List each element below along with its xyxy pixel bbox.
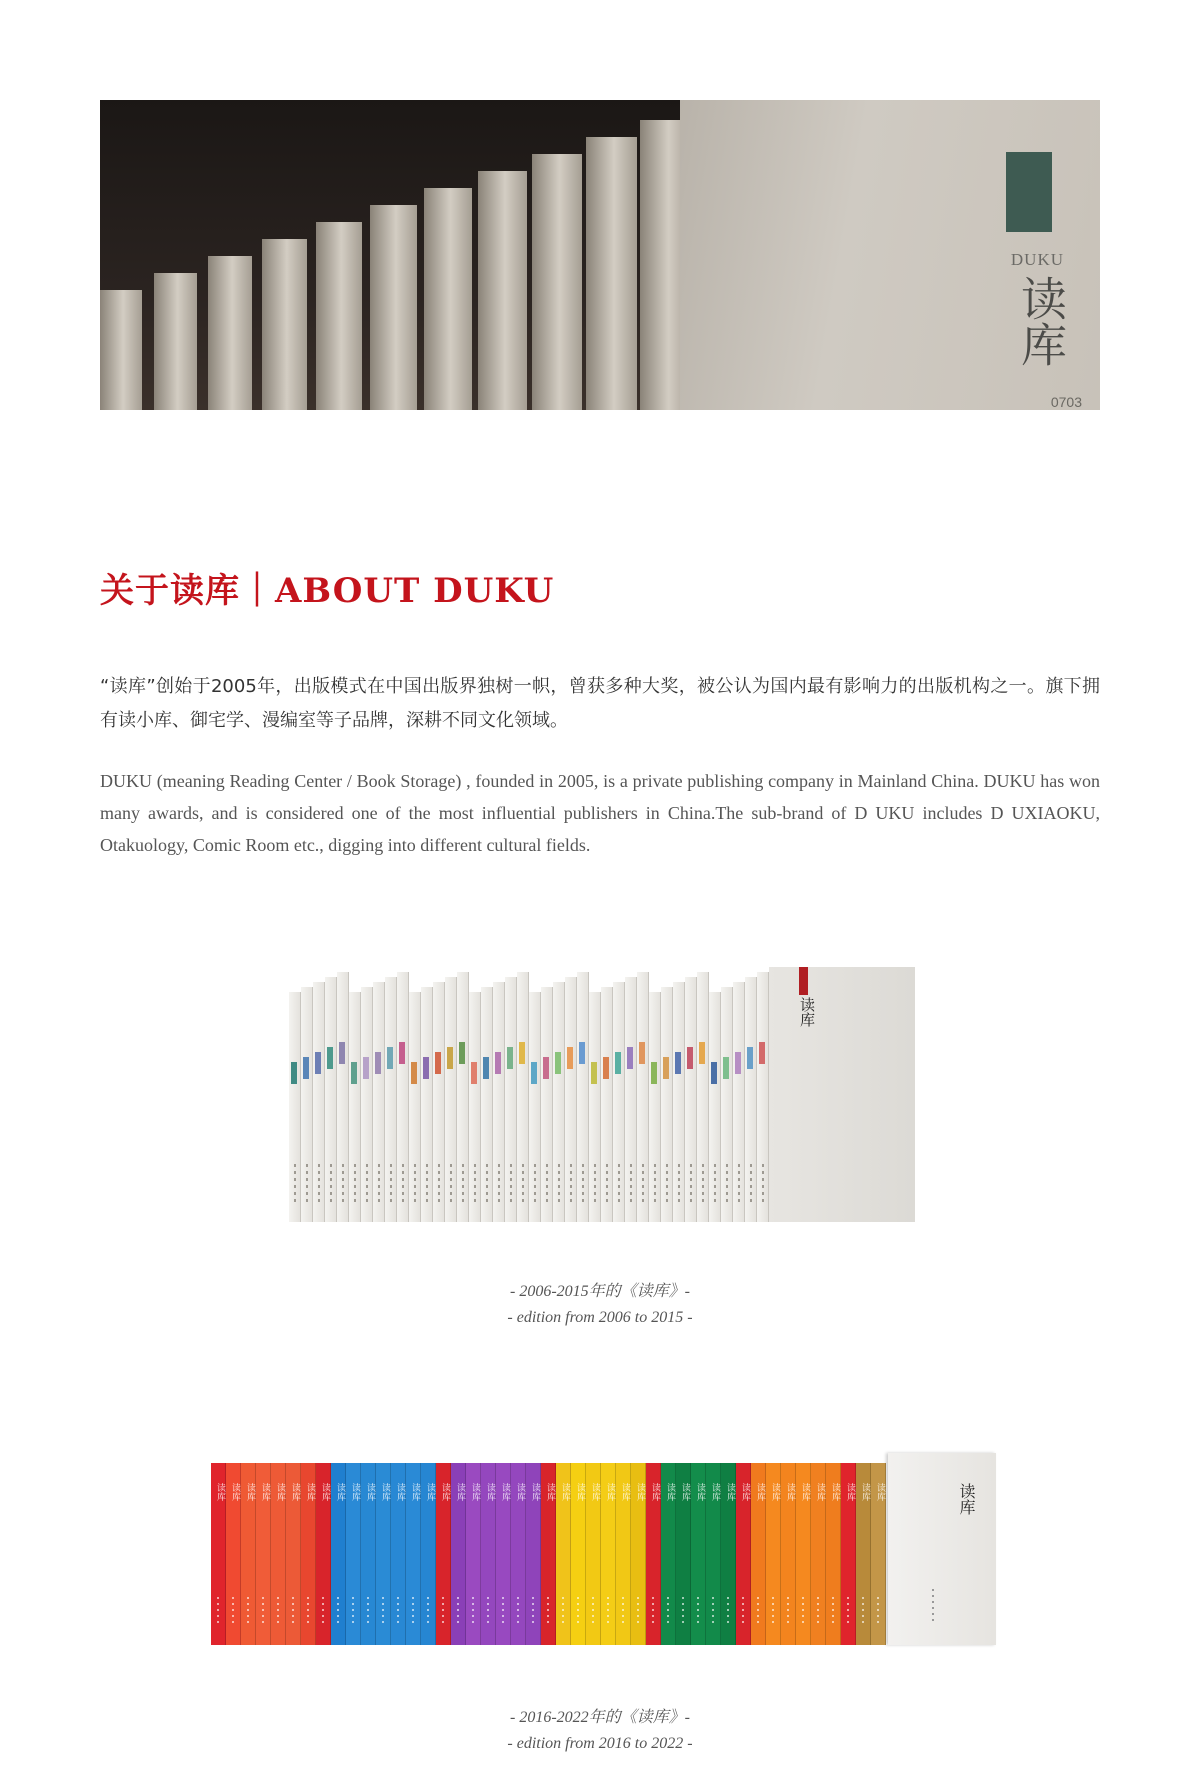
shelf1-book-spine xyxy=(601,987,613,1222)
spine-color-mark xyxy=(435,1052,441,1074)
spine-label: 读库 xyxy=(230,1483,240,1501)
spine-dots xyxy=(547,1597,549,1627)
shelf1-book-spine xyxy=(697,972,709,1222)
spine-label: 读库 xyxy=(470,1483,480,1501)
shelf1-book-spine xyxy=(421,987,433,1222)
spine-color-mark xyxy=(531,1062,537,1084)
shelf2-book-spine xyxy=(271,1463,286,1645)
shelf2-book-spine xyxy=(796,1463,811,1645)
spine-dots xyxy=(862,1597,864,1627)
spine-color-mark xyxy=(423,1057,429,1079)
spine-color-mark xyxy=(675,1052,681,1074)
spine-dots xyxy=(462,1164,464,1204)
caption-2-en: - edition from 2016 to 2022 - xyxy=(507,1735,693,1752)
shelf2-book-spine xyxy=(841,1463,856,1645)
spine-dots xyxy=(352,1597,354,1627)
shelf1-book-spine xyxy=(397,972,409,1222)
shelf1-book-spine xyxy=(685,977,697,1222)
shelf2-book-spine xyxy=(616,1463,631,1645)
spine-label: 读库 xyxy=(380,1483,390,1501)
shelf2-book-spine xyxy=(421,1463,436,1645)
spine-dots xyxy=(390,1164,392,1204)
spine-dots xyxy=(342,1164,344,1204)
spine-label: 读库 xyxy=(785,1483,795,1501)
shelf1-book-spine xyxy=(349,992,361,1222)
spine-color-mark xyxy=(747,1047,753,1069)
spine-label: 读库 xyxy=(620,1483,630,1501)
shelf1-book-spine xyxy=(613,982,625,1222)
shelf1-book-spine xyxy=(493,982,505,1222)
spine-dots xyxy=(438,1164,440,1204)
spine-dots xyxy=(570,1164,572,1204)
shelf1-book-spine xyxy=(385,977,397,1222)
spine-dots xyxy=(787,1597,789,1627)
spine-color-mark xyxy=(723,1057,729,1079)
shelf2-book-spine xyxy=(526,1463,541,1645)
spine-dots xyxy=(637,1597,639,1627)
spine-dots xyxy=(232,1597,234,1627)
book-spine xyxy=(100,290,142,410)
spine-dots xyxy=(562,1597,564,1627)
shelf2-book-spine xyxy=(646,1463,661,1645)
spine-label: 读库 xyxy=(725,1483,735,1501)
spine-label: 读库 xyxy=(710,1483,720,1501)
spine-label: 读库 xyxy=(575,1483,585,1501)
spine-dots xyxy=(682,1597,684,1627)
shelf2-book-spine xyxy=(661,1463,676,1645)
spine-label: 读库 xyxy=(635,1483,645,1501)
shelf1-book-spine xyxy=(721,987,733,1222)
spine-dots xyxy=(738,1164,740,1204)
spine-label: 读库 xyxy=(365,1483,375,1501)
cover-label-block xyxy=(1006,152,1052,232)
spine-color-mark xyxy=(483,1057,489,1079)
spine-dots xyxy=(667,1597,669,1627)
intro-chinese: “读库”创始于2005年，出版模式在中国出版界独树一帜，曾获多种大奖，被公认为国内最有影响力的出版机构之一。旗下拥有读小库、御宅学、漫编室等子品牌，深耕不同文化领域。 xyxy=(100,676,1100,731)
spine-dots xyxy=(582,1164,584,1204)
shelf2-book-spine xyxy=(481,1463,496,1645)
shelf1-book-spine xyxy=(373,982,385,1222)
shelf1-book-spine xyxy=(649,992,661,1222)
spine-dots xyxy=(702,1164,704,1204)
shelf1-book-spine xyxy=(445,977,457,1222)
spine-dots xyxy=(330,1164,332,1204)
spine-dots xyxy=(378,1164,380,1204)
shelf1-book-spine xyxy=(637,972,649,1222)
spine-label: 读库 xyxy=(290,1483,300,1501)
spine-dots xyxy=(457,1597,459,1627)
book-spine xyxy=(208,256,252,410)
spine-label: 读库 xyxy=(800,1483,810,1501)
shelf2-book-spine xyxy=(826,1463,841,1645)
shelf2-book-spine xyxy=(676,1463,691,1645)
spine-color-mark xyxy=(615,1052,621,1074)
spine-label: 读库 xyxy=(395,1483,405,1501)
spine-label: 读库 xyxy=(815,1483,825,1501)
page-title: 关于读库｜ABOUT DUKU xyxy=(100,571,555,611)
spine-dots xyxy=(877,1597,879,1627)
shelf2-book-spine xyxy=(766,1463,781,1645)
spine-dots xyxy=(427,1597,429,1627)
spine-label: 读库 xyxy=(740,1483,750,1501)
spine-dots xyxy=(750,1164,752,1204)
shelf1-book-spine xyxy=(577,972,589,1222)
spine-dots xyxy=(558,1164,560,1204)
spine-dots xyxy=(772,1597,774,1627)
spine-dots xyxy=(817,1597,819,1627)
spine-dots xyxy=(318,1164,320,1204)
spine-label: 读库 xyxy=(875,1483,885,1501)
spine-dots xyxy=(262,1597,264,1627)
shelf2-book-spine xyxy=(256,1463,271,1645)
spine-dots xyxy=(517,1597,519,1627)
shelf1-book-spine xyxy=(289,992,301,1222)
spine-dots xyxy=(307,1597,309,1627)
spine-color-mark xyxy=(399,1042,405,1064)
spine-color-mark xyxy=(495,1052,501,1074)
spine-dots xyxy=(727,1597,729,1627)
shelf2-book-spine xyxy=(541,1463,556,1645)
spine-dots xyxy=(714,1164,716,1204)
spine-dots xyxy=(654,1164,656,1204)
cover-brand-cn: 读库 xyxy=(1014,275,1068,367)
spine-dots xyxy=(630,1164,632,1204)
spine-dots xyxy=(534,1164,536,1204)
shelf2-book-spine xyxy=(391,1463,406,1645)
spine-dots xyxy=(622,1597,624,1627)
shelf1-book-spine xyxy=(661,987,673,1222)
caption-1-en: - edition from 2006 to 2015 - xyxy=(507,1309,693,1326)
spine-dots xyxy=(642,1164,644,1204)
spine-color-mark xyxy=(459,1042,465,1064)
spine-dots xyxy=(726,1164,728,1204)
spine-label: 读库 xyxy=(335,1483,345,1501)
shelf1-book-spine xyxy=(457,972,469,1222)
spine-dots xyxy=(577,1597,579,1627)
spine-color-mark xyxy=(387,1047,393,1069)
spine-dots xyxy=(292,1597,294,1627)
shelf2-front-cover xyxy=(888,1453,996,1645)
shelf2-book-spine xyxy=(556,1463,571,1645)
shelf2-book-spine xyxy=(721,1463,736,1645)
shelf2-book-spine xyxy=(496,1463,511,1645)
spine-label: 读库 xyxy=(440,1483,450,1501)
spine-dots xyxy=(532,1597,534,1627)
shelf2-book-spine xyxy=(781,1463,796,1645)
spine-label: 读库 xyxy=(485,1483,495,1501)
spine-color-mark xyxy=(663,1057,669,1079)
spine-label: 读库 xyxy=(860,1483,870,1501)
shelf2-book-spine xyxy=(361,1463,376,1645)
spine-label: 读库 xyxy=(500,1483,510,1501)
spine-color-mark xyxy=(627,1047,633,1069)
spine-color-mark xyxy=(711,1062,717,1084)
book-spine xyxy=(154,273,197,410)
spine-dots xyxy=(442,1597,444,1627)
spine-label: 读库 xyxy=(830,1483,840,1501)
spine-dots xyxy=(606,1164,608,1204)
spine-dots xyxy=(666,1164,668,1204)
spine-dots xyxy=(592,1597,594,1627)
spine-label: 读库 xyxy=(695,1483,705,1501)
spine-dots xyxy=(354,1164,356,1204)
spine-color-mark xyxy=(471,1062,477,1084)
spine-label: 读库 xyxy=(680,1483,690,1501)
spine-color-mark xyxy=(411,1062,417,1084)
spine-label: 读库 xyxy=(320,1483,330,1501)
shelf2-book-spine xyxy=(871,1463,886,1645)
spine-label: 读库 xyxy=(605,1483,615,1501)
shelf2-book-spine xyxy=(856,1463,871,1645)
spine-label: 读库 xyxy=(515,1483,525,1501)
spine-color-mark xyxy=(687,1047,693,1069)
spine-label: 读库 xyxy=(560,1483,570,1501)
spine-label: 读库 xyxy=(530,1483,540,1501)
shelf2-book-spine xyxy=(301,1463,316,1645)
spine-dots xyxy=(757,1597,759,1627)
shelf2-book-spine xyxy=(691,1463,706,1645)
spine-color-mark xyxy=(639,1042,645,1064)
spine-color-mark xyxy=(543,1057,549,1079)
shelf1-book-spine xyxy=(361,987,373,1222)
spine-color-mark xyxy=(315,1052,321,1074)
spine-color-mark xyxy=(291,1062,297,1084)
shelf1-book-spine xyxy=(673,982,685,1222)
spine-label: 读库 xyxy=(770,1483,780,1501)
shelf2-book-spine xyxy=(751,1463,766,1645)
shelf1-book-spine xyxy=(313,982,325,1222)
spine-dots xyxy=(802,1597,804,1627)
spine-dots xyxy=(367,1597,369,1627)
spine-color-mark xyxy=(339,1042,345,1064)
spine-label: 读库 xyxy=(455,1483,465,1501)
cover-issue: 0703 xyxy=(1050,394,1082,410)
book-spine xyxy=(586,137,637,410)
spine-dots xyxy=(306,1164,308,1204)
spine-dots xyxy=(546,1164,548,1204)
shelf2-book-spine xyxy=(331,1463,346,1645)
shelf2-book-spine xyxy=(466,1463,481,1645)
cover-dots xyxy=(932,1589,934,1625)
book-spine xyxy=(262,239,307,410)
book-spine xyxy=(316,222,362,410)
cover-title: 读库 xyxy=(957,1483,976,1515)
spine-color-mark xyxy=(507,1047,513,1069)
spine-label: 读库 xyxy=(260,1483,270,1501)
shelf2-book-spine xyxy=(571,1463,586,1645)
spine-color-mark xyxy=(351,1062,357,1084)
shelf1-book-spine xyxy=(553,982,565,1222)
spine-dots xyxy=(652,1597,654,1627)
shelf2-book-spine xyxy=(211,1463,226,1645)
shelf2-book-spine xyxy=(706,1463,721,1645)
spine-color-mark xyxy=(375,1052,381,1074)
spine-dots xyxy=(618,1164,620,1204)
spine-dots xyxy=(742,1597,744,1627)
spine-dots xyxy=(337,1597,339,1627)
shelf1-front-cover xyxy=(769,967,915,1222)
spine-label: 读库 xyxy=(215,1483,225,1501)
spine-label: 读库 xyxy=(350,1483,360,1501)
spine-dots xyxy=(690,1164,692,1204)
caption-2-cn: - 2016-2022年的《读库》- xyxy=(510,1709,690,1726)
spine-label: 读库 xyxy=(425,1483,435,1501)
shelf2-book-spine xyxy=(241,1463,256,1645)
spine-dots xyxy=(678,1164,680,1204)
spine-dots xyxy=(487,1597,489,1627)
book-spine xyxy=(478,171,527,410)
shelf2-book-spine xyxy=(586,1463,601,1645)
spine-label: 读库 xyxy=(650,1483,660,1501)
spine-color-mark xyxy=(447,1047,453,1069)
book-shelf-2006-2015 xyxy=(289,967,915,1222)
shelf2-book-spine xyxy=(736,1463,751,1645)
shelf1-book-spine xyxy=(301,987,313,1222)
spine-dots xyxy=(474,1164,476,1204)
shelf1-book-spine xyxy=(517,972,529,1222)
spine-color-mark xyxy=(555,1052,561,1074)
spine-label: 读库 xyxy=(665,1483,675,1501)
spine-label: 读库 xyxy=(845,1483,855,1501)
shelf1-book-spine xyxy=(733,982,745,1222)
spine-dots xyxy=(412,1597,414,1627)
shelf2-book-spine xyxy=(511,1463,526,1645)
shelf2-book-spine xyxy=(631,1463,646,1645)
spine-dots xyxy=(294,1164,296,1204)
shelf1-book-spine xyxy=(433,982,445,1222)
shelf1-book-spine xyxy=(481,987,493,1222)
spine-label: 读库 xyxy=(590,1483,600,1501)
spine-dots xyxy=(450,1164,452,1204)
book-cover xyxy=(680,100,1100,410)
spine-label: 读库 xyxy=(545,1483,555,1501)
spine-dots xyxy=(847,1597,849,1627)
spine-color-mark xyxy=(363,1057,369,1079)
spine-color-mark xyxy=(651,1062,657,1084)
shelf2-book-spine xyxy=(376,1463,391,1645)
spine-color-mark xyxy=(735,1052,741,1074)
spine-dots xyxy=(277,1597,279,1627)
spine-color-mark xyxy=(327,1047,333,1069)
spine-label: 读库 xyxy=(410,1483,420,1501)
spine-label: 读库 xyxy=(275,1483,285,1501)
spine-color-mark xyxy=(699,1042,705,1064)
shelf2-book-spine xyxy=(286,1463,301,1645)
shelf1-book-spine xyxy=(589,992,601,1222)
spine-dots xyxy=(697,1597,699,1627)
spine-color-mark xyxy=(567,1047,573,1069)
spine-dots xyxy=(472,1597,474,1627)
shelf2-book-spine xyxy=(601,1463,616,1645)
shelf1-book-spine xyxy=(541,987,553,1222)
spine-label: 读库 xyxy=(755,1483,765,1501)
shelf2-book-spine xyxy=(436,1463,451,1645)
spine-dots xyxy=(402,1164,404,1204)
spine-dots xyxy=(322,1597,324,1627)
spine-color-mark xyxy=(579,1042,585,1064)
cover-brand: DUKU xyxy=(1010,250,1064,269)
spine-dots xyxy=(217,1597,219,1627)
shelf2-book-spine xyxy=(406,1463,421,1645)
spine-color-mark xyxy=(759,1042,765,1064)
spine-dots xyxy=(397,1597,399,1627)
shelf1-book-spine xyxy=(469,992,481,1222)
spine-color-mark xyxy=(303,1057,309,1079)
shelf1-book-spine xyxy=(709,992,721,1222)
spine-dots xyxy=(594,1164,596,1204)
spine-color-mark xyxy=(591,1062,597,1084)
spine-dots xyxy=(426,1164,428,1204)
spine-dots xyxy=(366,1164,368,1204)
spine-label: 读库 xyxy=(305,1483,315,1501)
shelf1-book-spine xyxy=(757,972,769,1222)
book-spine xyxy=(532,154,582,410)
spine-dots xyxy=(712,1597,714,1627)
spine-color-mark xyxy=(603,1057,609,1079)
shelf1-book-spine xyxy=(325,977,337,1222)
spine-dots xyxy=(247,1597,249,1627)
spine-dots xyxy=(762,1164,764,1204)
spine-dots xyxy=(502,1597,504,1627)
shelf2-book-spine xyxy=(451,1463,466,1645)
shelf2-book-spine xyxy=(226,1463,241,1645)
shelf1-book-spine xyxy=(505,977,517,1222)
spine-dots xyxy=(498,1164,500,1204)
spine-color-mark xyxy=(519,1042,525,1064)
cover-red-bar xyxy=(799,967,808,995)
spine-dots xyxy=(832,1597,834,1627)
shelf1-book-spine xyxy=(565,977,577,1222)
spine-label: 读库 xyxy=(245,1483,255,1501)
shelf2-book-spine xyxy=(811,1463,826,1645)
book-spine xyxy=(424,188,472,410)
spine-dots xyxy=(522,1164,524,1204)
shelf2-book-spine xyxy=(346,1463,361,1645)
book-spine xyxy=(370,205,417,410)
intro-english: DUKU (meaning Reading Center / Book Storage) , founded in 2005, is a private publishing company in Mainland China. DUKU has won many awards, and is considered one of the most influential publishers in China.The sub-brand of D UKU includes D UXIAOKU, Otakuology, Comic Room etc., digging into different cultural fields. xyxy=(100,771,1100,855)
shelf1-book-spine xyxy=(529,992,541,1222)
spine-dots xyxy=(510,1164,512,1204)
shelf1-book-spine xyxy=(745,977,757,1222)
spine-dots xyxy=(382,1597,384,1627)
shelf1-book-spine xyxy=(625,977,637,1222)
spine-dots xyxy=(414,1164,416,1204)
spine-dots xyxy=(486,1164,488,1204)
spine-dots xyxy=(607,1597,609,1627)
cover-title: 读库 xyxy=(798,997,816,1027)
hero-image xyxy=(100,100,1100,410)
shelf1-book-spine xyxy=(409,992,421,1222)
book-shelf-2016-2022 xyxy=(211,1455,996,1645)
shelf2-book-spine xyxy=(316,1463,331,1645)
shelf1-book-spine xyxy=(337,972,349,1222)
caption-1-cn: - 2006-2015年的《读库》- xyxy=(510,1283,690,1300)
